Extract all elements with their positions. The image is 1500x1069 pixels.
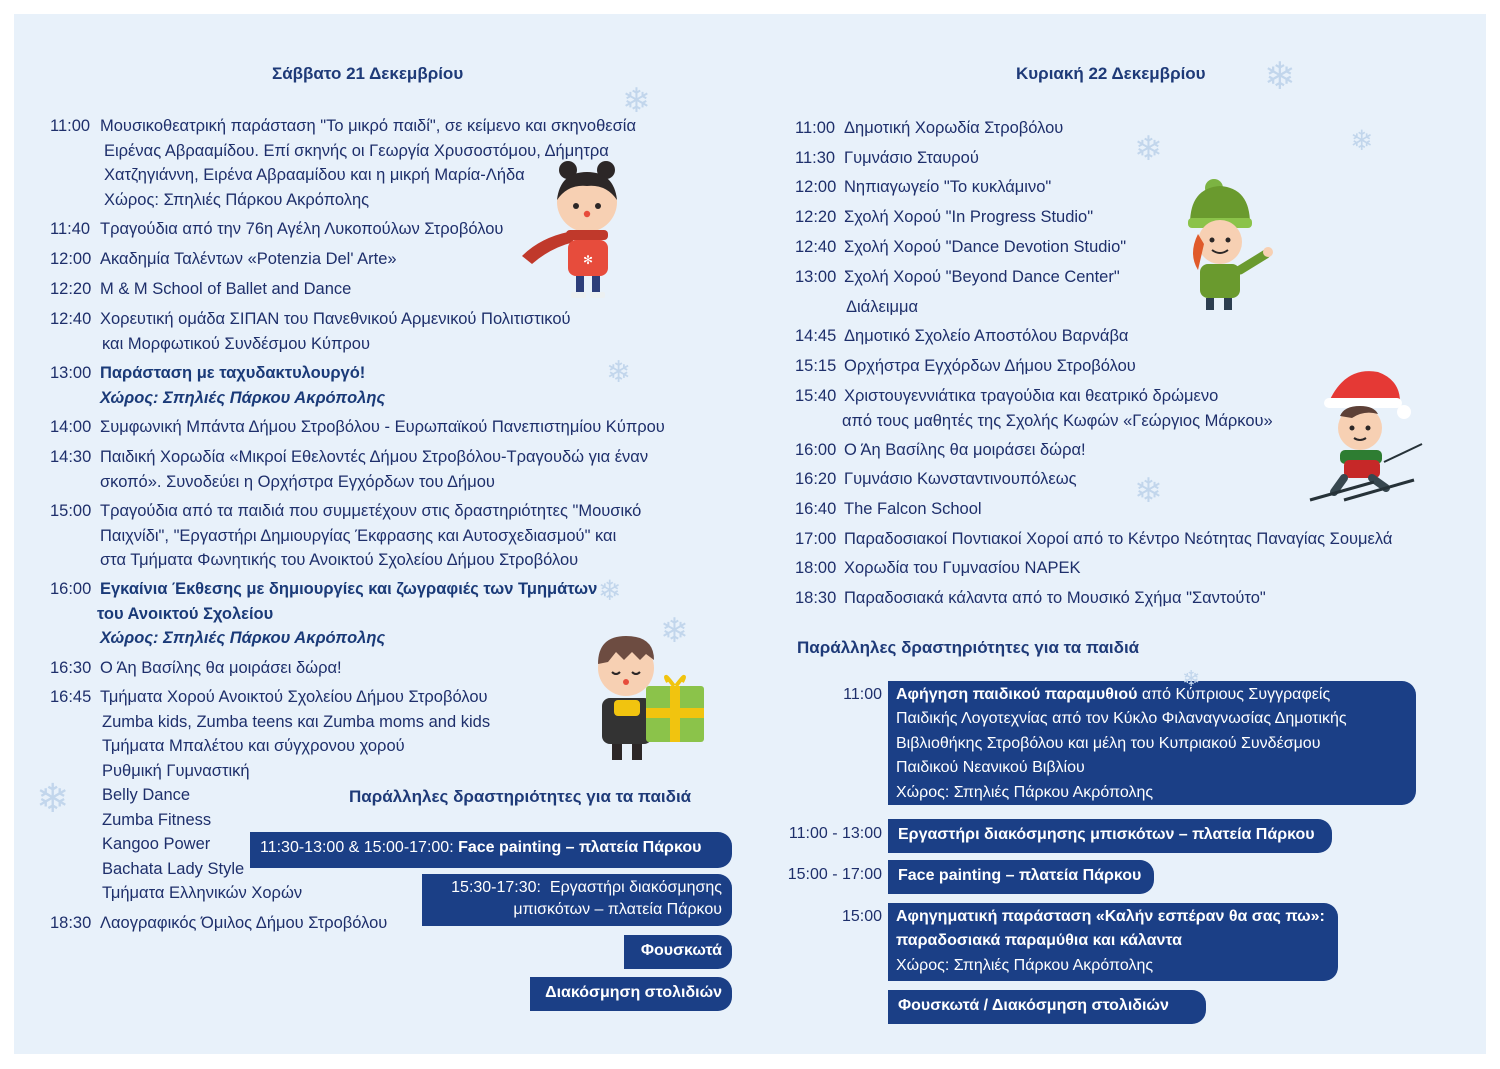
saturday-column xyxy=(14,14,754,1054)
event-time: 11:00 xyxy=(795,119,836,137)
event-time: 16:00 xyxy=(795,441,837,459)
event-body xyxy=(100,499,641,573)
kid-girl-scarf-illustration xyxy=(516,154,640,304)
pill-line xyxy=(432,877,722,899)
svg-text:✻: ✻ xyxy=(582,253,594,267)
pill-line: Παιδικού Νεανικού Βιβλίου xyxy=(896,759,1085,777)
sunday-column xyxy=(754,14,1486,1054)
event-line: Τραγούδια από την 76η Αγέλη Λυκοπούλων Στροβόλου xyxy=(100,220,504,238)
saturday-pill-face-painting xyxy=(250,832,732,868)
pill-line xyxy=(896,683,1408,707)
event-body xyxy=(844,354,1136,379)
event-line: The Falcon School xyxy=(844,500,982,518)
event-line: Σχολή Χορού "Dance Devotion Studio" xyxy=(844,238,1127,256)
snowflake-icon: ❄ xyxy=(1350,125,1374,156)
event-time: 15:15 xyxy=(795,357,837,375)
event-line: Ο Άη Βασίλης θα μοιράσει δώρα! xyxy=(100,659,342,677)
kid-skier-santa-hat-illustration xyxy=(1304,362,1428,502)
pill-line: Χώρος: Σπηλιές Πάρκου Ακρόπολης xyxy=(896,783,1154,801)
sunday-title: Κυριακή 22 Δεκεμβρίου xyxy=(1016,64,1206,83)
event-time: 12:20 xyxy=(50,280,92,298)
sunday-pill-storytelling xyxy=(888,681,1416,805)
event-line: Δημοτικό Σχολείο Αποστόλου Βαρνάβα xyxy=(844,327,1129,345)
event-body xyxy=(100,277,351,302)
event-line: Χορωδία του Γυμνασίου ΝΑΡΕΚ xyxy=(844,559,1081,577)
event-line: Zumba kids, Zumba teens και Zumba moms and kids xyxy=(102,712,491,731)
event-line: Παραδοσιακά κάλαντα από το Μουσικό Σχήμα "Σαντούτο" xyxy=(844,589,1266,607)
event-line: Γυμνάσιο Σταυρού xyxy=(844,149,979,167)
snowflake-icon: ❄ xyxy=(606,356,632,389)
event-line: του Ανοικτού Σχολείου xyxy=(97,604,274,623)
pill-line: μπισκότων – πλατεία Πάρκου xyxy=(513,901,722,918)
snowflake-icon: ❄ xyxy=(1134,130,1163,168)
event-time: 12:40 xyxy=(50,310,92,328)
event-body xyxy=(100,445,648,494)
event-body xyxy=(846,295,918,320)
snowflake-icon: ❄ xyxy=(1134,472,1163,510)
event-line: Belly Dance xyxy=(102,786,191,804)
event-line: Παράσταση με ταχυδακτυλουργό! xyxy=(100,364,366,382)
event-line: και Μορφωτικού Συνδέσμου Κύπρου xyxy=(102,334,370,353)
event-line: Παραδοσιακοί Ποντιακοί Χοροί από το Κέντρο Νεότητας Παναγίας Σουμελά xyxy=(844,530,1393,548)
sunday-pill-narrative-show xyxy=(888,903,1338,981)
snowflake-icon: ❄ xyxy=(660,612,689,650)
event-line: Ρυθμική Γυμναστική xyxy=(102,761,250,780)
event-line: Συμφωνική Μπάντα Δήμου Στροβόλου - Ευρωπαϊκού Πανεπιστημίου Κύπρου xyxy=(100,418,665,436)
event-line: Τραγούδια από τα παιδιά που συμμετέχουν στις δραστηριότητες "Μουσικό xyxy=(100,502,642,520)
event-line: σκοπό». Συνοδεύει η Ορχήστρα Εγχόρδων του Δήμου xyxy=(100,472,495,491)
saturday-pill-ornaments: Διακόσμηση στολιδιών xyxy=(530,977,732,1011)
saturday-parallel-title: Παράλληλες δραστηριότητες για τα παιδιά xyxy=(349,787,692,806)
event-line: Τμήματα Μπαλέτου και σύγχρονου χορού xyxy=(102,737,405,755)
pill-line: Αφηγηματική παράσταση «Καλήν εσπέραν θα σας πω»: xyxy=(896,908,1325,925)
event-body xyxy=(844,116,1063,141)
event-body xyxy=(844,467,1077,492)
sunday-parallel-title: Παράλληλες δραστηριότητες για τα παιδιά xyxy=(797,638,1140,657)
event-line: Zumba Fitness xyxy=(102,810,212,829)
saturday-pill-cookie-workshop xyxy=(422,874,732,926)
snowflake-icon: ❄ xyxy=(36,777,70,821)
sunday-parallel-time: 15:00 xyxy=(841,908,882,925)
sunday-parallel-time: 11:00 - 13:00 xyxy=(788,825,882,842)
saturday-pill-inflatables: Φουσκωτά xyxy=(624,935,732,969)
event-line: Διάλειμμα xyxy=(846,298,919,316)
event-line: Χώρος: Σπηλιές Πάρκου Ακρόπολης xyxy=(100,388,386,407)
event-body xyxy=(844,384,1273,433)
event-line: Χατζηγιάννη, Ειρένα Αβρααμίδου και η μικρή Μαρία-Λήδα xyxy=(104,166,525,184)
event-time: 11:00 xyxy=(50,117,91,135)
event-line: Χώρος: Σπηλιές Πάρκου Ακρόπολης xyxy=(104,190,370,209)
pill-line: Παιδικής Λογοτεχνίας από τον Κύκλο Φιλαναγνωσίας Δημοτικής xyxy=(896,710,1347,728)
kid-boy-green-hat-illustration xyxy=(1180,174,1280,314)
event-body xyxy=(844,527,1392,552)
pill-line: Χώρος: Σπηλιές Πάρκου Ακρόπολης xyxy=(896,956,1154,974)
snowflake-icon: ❄ xyxy=(1182,666,1201,691)
event-time: 16:40 xyxy=(795,500,837,518)
event-line: Νηπιαγωγείο "Το κυκλάμινο" xyxy=(844,178,1052,196)
event-body xyxy=(844,175,1051,200)
event-time: 12:20 xyxy=(795,208,837,226)
event-body xyxy=(97,577,598,651)
sunday-parallel-time: 11:00 xyxy=(843,686,882,703)
event-time: 14:30 xyxy=(50,448,92,466)
snowflake-icon: ❄ xyxy=(598,575,622,606)
event-time: 14:45 xyxy=(795,327,837,345)
pill-text: Εργαστήρι διακόσμησης xyxy=(549,879,722,896)
event-time: 12:00 xyxy=(50,250,92,268)
event-body xyxy=(844,438,1086,463)
event-line: Bachata Lady Style xyxy=(102,859,245,878)
event-body xyxy=(844,146,979,171)
event-body xyxy=(844,265,1120,290)
event-time: 16:30 xyxy=(50,659,92,677)
program-panel xyxy=(14,14,1486,1054)
event-line: στα Τμήματα Φωνητικής του Ανοικτού Σχολείου Δήμου Στροβόλου xyxy=(100,551,579,569)
event-time: 18:00 xyxy=(795,559,837,577)
event-time: 12:00 xyxy=(795,178,837,196)
event-time: 18:30 xyxy=(50,914,92,932)
event-line: Λαογραφικός Όμιλος Δήμου Στροβόλου xyxy=(100,914,388,932)
event-line: Γυμνάσιο Κωνσταντινουπόλεως xyxy=(844,470,1077,488)
event-time: 18:30 xyxy=(795,589,837,607)
event-line: Χριστουγεννιάτικα τραγούδια και θεατρικό δρώμενο xyxy=(844,387,1219,405)
event-time: 16:00 xyxy=(50,580,92,598)
event-body xyxy=(844,556,1080,581)
event-body xyxy=(844,324,1128,349)
event-time: 11:30 xyxy=(795,149,836,167)
snowflake-icon: ❄ xyxy=(622,82,651,120)
event-time: 15:00 xyxy=(50,502,92,520)
pill-text: από Κύπριους Συγγραφείς xyxy=(1141,686,1331,703)
event-line: Δημοτική Χορωδία Στροβόλου xyxy=(844,119,1064,137)
event-line: από τους μαθητές της Σχολής Κωφών «Γεώργιος Μάρκου» xyxy=(842,411,1273,430)
kid-boy-gift-illustration xyxy=(574,626,714,766)
event-body xyxy=(100,656,342,681)
sunday-pill-face-painting: Face painting – πλατεία Πάρκου xyxy=(888,860,1154,894)
event-time: 14:00 xyxy=(50,418,92,436)
event-line: Ορχήστρα Εγχόρδων Δήμου Στροβόλου xyxy=(844,357,1136,375)
sunday-parallel-time: 15:00 - 17:00 xyxy=(787,866,882,883)
snowflake-icon: ❄ xyxy=(1264,56,1296,98)
pill-time: 11:30-13:00 & 15:00-17:00: xyxy=(260,839,454,856)
event-time: 17:00 xyxy=(795,530,837,548)
event-line: Χώρος: Σπηλιές Πάρκου Ακρόπολης xyxy=(100,629,386,647)
event-line: Τμήματα Χορού Ανοικτού Σχολείου Δήμου Στροβόλου xyxy=(100,688,488,706)
event-body xyxy=(100,307,571,356)
sunday-pill-inflatables-ornaments: Φουσκωτά / Διακόσμηση στολιδιών xyxy=(888,990,1206,1024)
event-body xyxy=(844,205,1093,230)
event-body xyxy=(844,497,982,522)
pill-time: 15:30-17:30: xyxy=(451,879,541,896)
event-line: Ειρένας Αβρααμίδου. Επί σκηνής οι Γεωργία Χρυσοστόμου, Δήμητρα xyxy=(104,141,609,160)
event-time: 11:40 xyxy=(50,220,91,238)
event-time: 15:40 xyxy=(795,387,837,405)
event-body xyxy=(844,586,1266,611)
event-body xyxy=(100,247,397,272)
pill-text: Face painting – πλατεία Πάρκου xyxy=(458,839,702,856)
pill-line: Βιβλιοθήκης Στροβόλου και μέλη του Κυπριακού Συνδέσμου xyxy=(896,734,1321,752)
event-body xyxy=(100,361,385,410)
event-time: 13:00 xyxy=(795,268,837,286)
event-line: Σχολή Χορού "Beyond Dance Center" xyxy=(844,268,1120,286)
event-line: Παιδική Χορωδία «Μικροί Εθελοντές Δήμου Στροβόλου-Τραγουδώ για έναν xyxy=(100,448,649,466)
event-time: 16:20 xyxy=(795,470,837,488)
event-line: Ο Άη Βασίλης θα μοιράσει δώρα! xyxy=(844,441,1086,459)
pill-line: παραδοσιακά παραμύθια και κάλαντα xyxy=(896,932,1182,950)
event-line: Χορευτική ομάδα ΣΙΠΑΝ του Πανεθνικού Αρμενικού Πολιτιστικού xyxy=(100,310,571,328)
event-line: M & M School of Ballet and Dance xyxy=(100,280,352,298)
sunday-pill-cookie-workshop: Εργαστήρι διακόσμησης μπισκότων – πλατεία Πάρκου xyxy=(888,819,1332,853)
saturday-title: Σάββατο 21 Δεκεμβρίου xyxy=(272,64,464,83)
event-body xyxy=(100,415,665,440)
event-line: Παιχνίδι", "Εργαστήρι Δημιουργίας Έκφρασης και Αυτοσχεδιασμού" και xyxy=(100,526,617,545)
event-line: Kangoo Power xyxy=(102,835,211,853)
event-time: 13:00 xyxy=(50,364,92,382)
event-body xyxy=(100,217,503,242)
event-line: Ακαδημία Ταλέντων «Potenzia Del' Arte» xyxy=(100,250,397,268)
event-line: Τμήματα Ελληνικών Χορών xyxy=(102,884,303,902)
event-line: Εγκαίνια Έκθεσης με δημιουργίες και ζωγραφιές των Τμημάτων xyxy=(100,580,598,598)
event-time: 12:40 xyxy=(795,238,837,256)
pill-bold-text: Αφήγηση παιδικού παραμυθιού xyxy=(896,686,1138,703)
event-body xyxy=(100,911,387,936)
event-body xyxy=(844,235,1126,260)
event-line: Σχολή Χορού "In Progress Studio" xyxy=(844,208,1094,226)
event-line: Μουσικοθεατρική παράσταση "Το μικρό παιδί", σε κείμενο και σκηνοθεσία xyxy=(100,117,636,135)
event-time: 16:45 xyxy=(50,688,92,706)
